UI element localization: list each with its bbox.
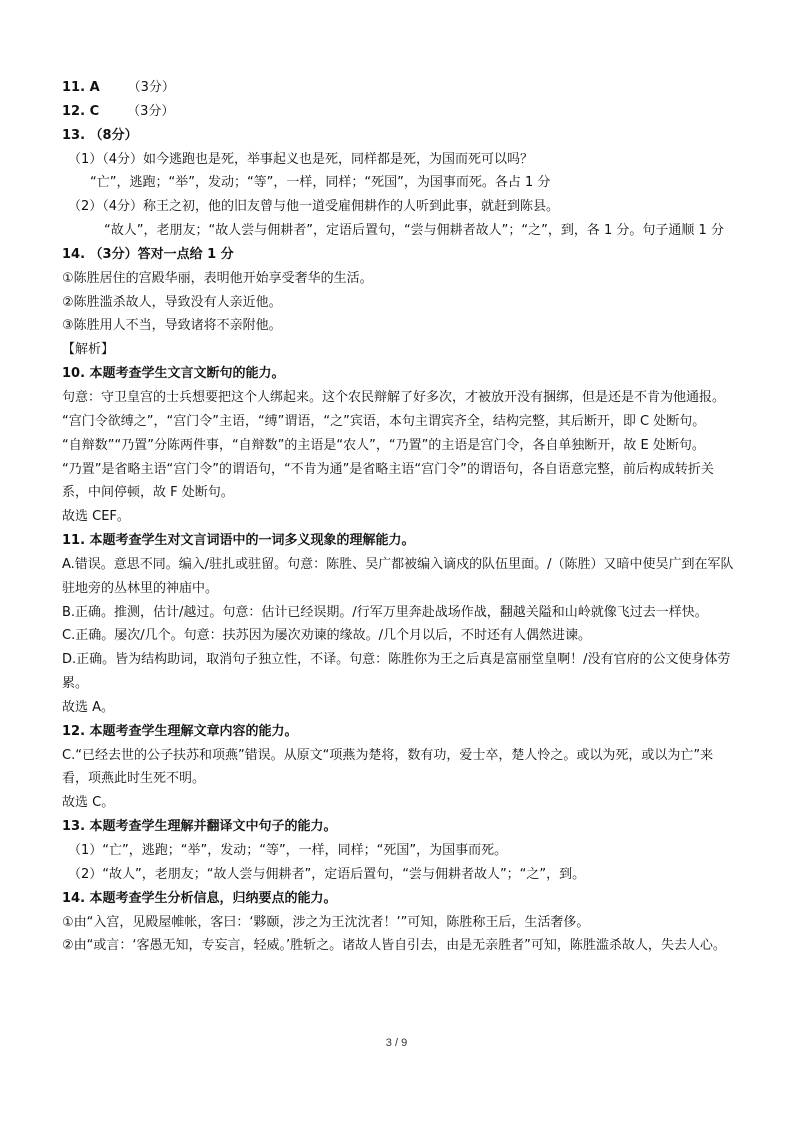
answer-14-1: ①陈胜居住的宫殿华丽，表明他开始享受奢华的生活。 (62, 270, 373, 286)
analysis-10-point-3: “乃置”是省略主语“宫门令”的谓语句，“不肯为通”是省略主语“宫门令”的谓语句，各自语意完整，前后构成转折关系，中间停顿，故 F 处断句。 (62, 461, 714, 501)
question-number: 12. (62, 103, 86, 119)
analysis-header: 【解析】 (62, 342, 115, 358)
answer-letter: A (89, 80, 100, 95)
answer-13-2-note: “故人”，老朋友；“故人尝与佣耕者”，定语后置句，“尝与佣耕者故人”；“之”，到，各 1 分。句子通顺 1 分 (104, 223, 724, 239)
analysis-11-option-a: A.错误。意思不同。编入/驻扎或驻留。句意：陈胜、吴广都被编入谪戍的队伍里面。/（陈胜）又暗中使吴广到在军队驻地旁的丛林里的神庙中。 (62, 556, 734, 596)
analysis-14-title: 14. 本题考查学生分析信息，归纳要点的能力。 (62, 890, 337, 906)
analysis-11-option-d: D.正确。皆为结构助词，取消句子独立性，不译。句意：陈胜你为王之后真是富丽堂皇啊！/没有官府的公文使身体劳累。 (62, 652, 731, 692)
analysis-10-choice: 故选 CEF。 (62, 509, 130, 525)
analysis-13-1: （1）“亡”，逃跑；“举”，发动；“等”，一样，同样；“死国”，为国事而死。 (68, 843, 508, 858)
answer-14-3: ③陈胜用人不当，导致诸将不亲附他。 (62, 318, 282, 334)
analysis-10-point-1: “宫门令欲缚之”，“宫门令”主语，“缚”谓语，“之”宾语，本句主谓宾齐全，结构完整，其后断开，即 C 处断句。 (62, 413, 706, 429)
analysis-11-option-b: B.正确。推测，估计/越过。句意：估计已经误期。/行军万里奔赴战场作战，翻越关隘和山岭就像飞过去一样快。 (62, 604, 708, 620)
analysis-10-title: 10. 本题考查学生文言文断句的能力。 (62, 366, 285, 382)
document-content (62, 76, 737, 958)
analysis-11-title: 11. 本题考查学生对文言词语中的一词多义现象的理解能力。 (62, 533, 415, 549)
analysis-12-title: 12. 本题考查学生理解文章内容的能力。 (62, 723, 298, 739)
answer-13-1: （1）（4分）如今逃跑也是死，举事起义也是死，同样都是死，为国而死可以吗？ (68, 151, 534, 167)
answer-12 (62, 100, 737, 124)
answer-13-2: （2）（4分）称王之初，他的旧友曾与他一道受雇佣耕作的人听到此事，就赶到陈县。 (68, 199, 560, 215)
score: （3分） (127, 80, 175, 95)
analysis-10-point-2: “自辩数”“乃置”分陈两件事，“自辩数”的主语是“农人”，“乃置”的主语是宫门令，各自单独断开，故 E 处断句。 (62, 437, 705, 453)
answer-14-2: ②陈胜滥杀故人，导致没有人亲近他。 (62, 294, 282, 310)
answer-13-head: 13. （8分） (62, 127, 138, 143)
score: （3分） (127, 103, 175, 119)
analysis-13-title: 13. 本题考查学生理解并翻译文中句子的能力。 (62, 819, 337, 835)
page-number: 3 / 9 (385, 1037, 408, 1049)
analysis-11-choice: 故选 A。 (62, 699, 115, 715)
answer-letter: C (89, 103, 100, 119)
answer-13-1-note: “亡”，逃跑；“举”，发动；“等”，一样，同样；“死国”，为国事而死。各占 1 分 (90, 175, 551, 191)
analysis-10-meaning: 句意：守卫皇宫的士兵想要把这个人绑起来。这个农民辩解了好多次，才被放开没有捆绑，但是还是不肯为他通报。 (62, 389, 726, 405)
analysis-12-option-c: C.“已经去世的公子扶苏和项燕”错误。从原文“项燕为楚将，数有功，爱士卒，楚人怜之。或以为死，或以为亡”来看，项燕此时生死不明。 (62, 747, 714, 787)
analysis-14-1: ①由“入宫，见殿屋帷帐，客曰：‘夥颐，涉之为王沈沈者！’”可知，陈胜称王后，生活奢侈。 (62, 914, 590, 930)
analysis-12-choice: 故选 C。 (62, 795, 115, 811)
analysis-11-option-c: C.正确。屡次/几个。句意：扶苏因为屡次劝谏的缘故。/几个月以后，不时还有人偶然进谏。 (62, 628, 591, 644)
answer-11 (62, 76, 737, 100)
analysis-13-2: （2）“故人”，老朋友；“故人尝与佣耕者”，定语后置句，“尝与佣耕者故人”；“之”，到。 (68, 866, 586, 882)
analysis-14-2: ②由“或言：‘客愚无知，专妄言，轻威。’胜斩之。诸故人皆自引去，由是无亲胜者”可知，陈胜滥杀故人，失去人心。 (62, 938, 726, 954)
question-number: 11. (62, 80, 86, 95)
answer-14-head: 14. （3分）答对一点给 1 分 (62, 246, 234, 262)
